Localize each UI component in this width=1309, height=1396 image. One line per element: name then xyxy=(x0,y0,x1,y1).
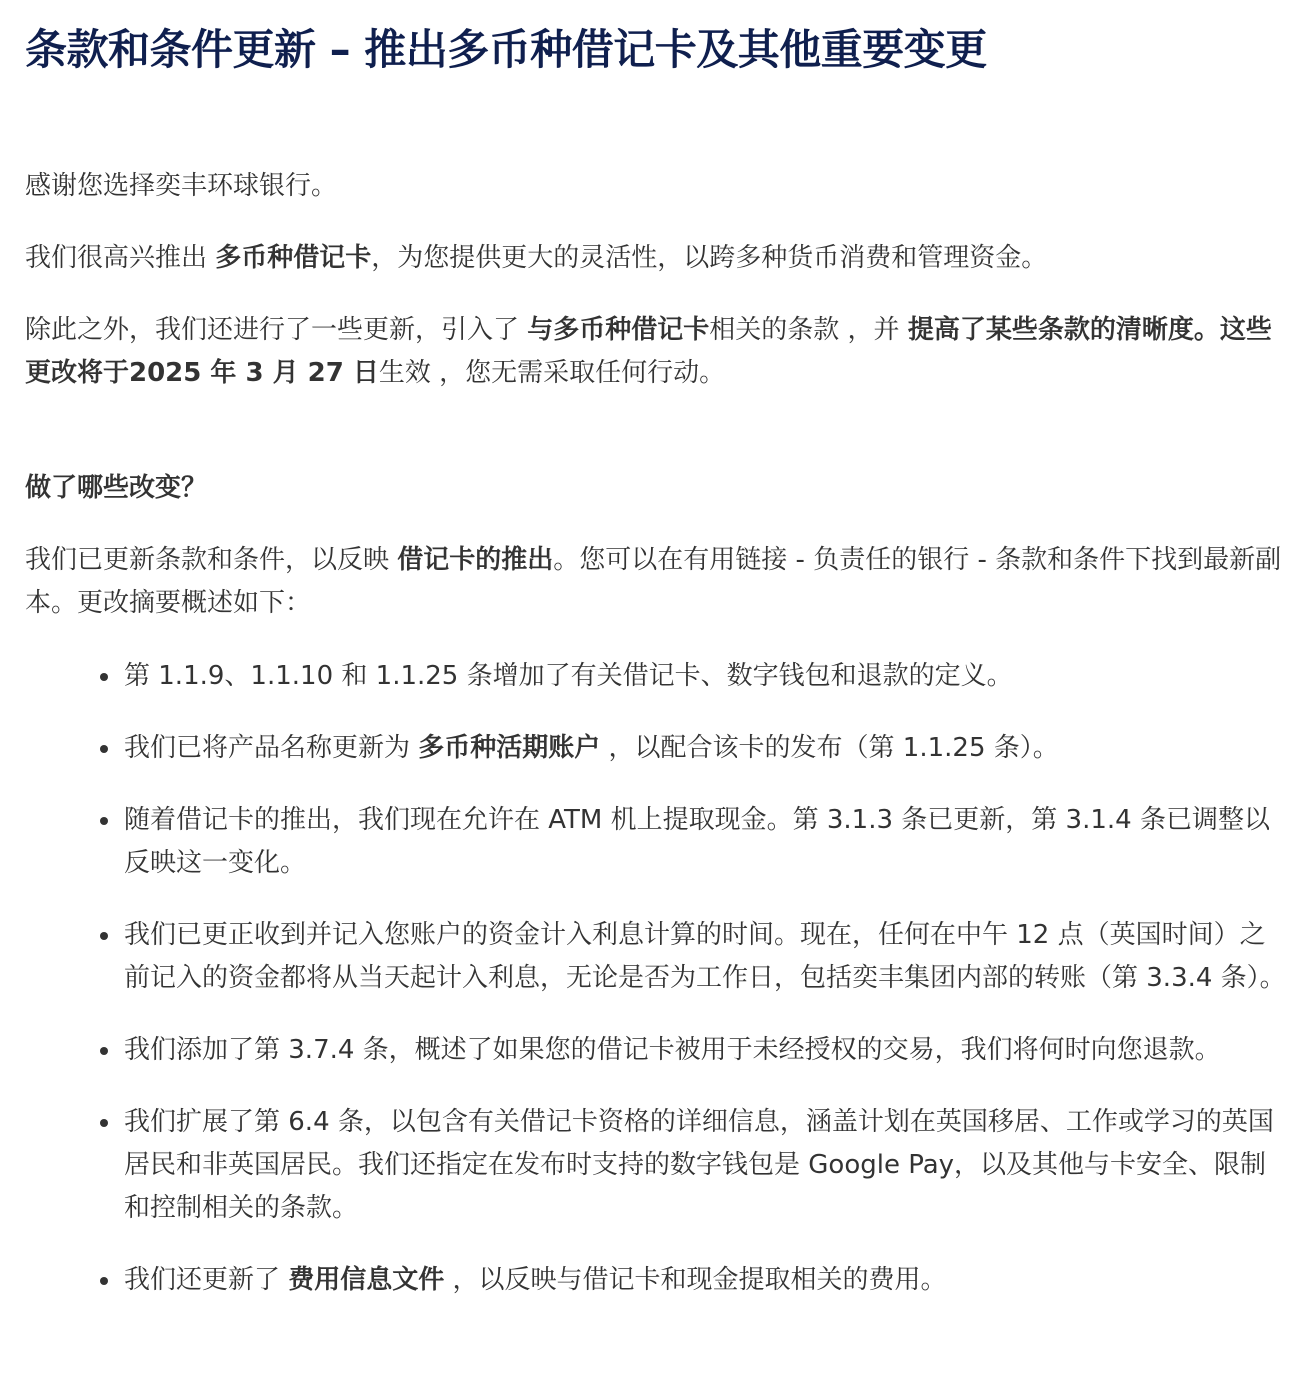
list-item-text: 第 1.1.9、1.1.10 和 1.1.25 条增加了有关借记卡、数字钱包和退款的定义。 xyxy=(124,661,1013,691)
bullet-icon xyxy=(100,1047,108,1055)
list-item xyxy=(124,727,1287,770)
list-item xyxy=(124,1029,1287,1072)
updates-bold-terms: 与多币种借记卡 xyxy=(527,315,710,345)
thanks-paragraph: 感谢您选择奕丰环球银行。 xyxy=(25,171,338,201)
list-item-text: 我们添加了第 3.7.4 条，概述了如果您的借记卡被用于未经授权的交易，我们将何时向您退款。 xyxy=(124,1035,1221,1065)
bullet-icon xyxy=(100,745,108,753)
updates-bold-effective-date: 提高了某些条款的清晰度。这些更改将于2025 年 3 月 27 日 xyxy=(25,315,1272,388)
fee-document-bold: 费用信息文件 xyxy=(288,1265,445,1295)
launch-product-bold: 多币种借记卡 xyxy=(215,243,372,273)
list-item xyxy=(124,1101,1287,1230)
changes-intro-paragraph xyxy=(25,539,1287,625)
list-item-text-suffix: ，以配合该卡的发布（第 1.1.25 条）。 xyxy=(600,733,1059,763)
updates-text-middle: 相关的条款 ，并 xyxy=(709,315,908,345)
bullet-icon xyxy=(100,817,108,825)
page-title: 条款和条件更新 – 推出多币种借记卡及其他重要变更 xyxy=(25,25,987,74)
list-item xyxy=(124,799,1287,885)
intro-section xyxy=(25,165,1287,395)
list-item-text-suffix: ，以反映与借记卡和现金提取相关的费用。 xyxy=(444,1265,947,1295)
list-item-text: 我们扩展了第 6.4 条，以包含有关借记卡资格的详细信息，涵盖计划在英国移居、工作或学习的英国居民和非英国居民。我们还指定在发布时支持的数字钱包是 Google Pay，以及其他与卡安全、限制和控制相关的条款。 xyxy=(124,1107,1274,1223)
updates-text-suffix: 生效 ，您无需采取任何行动。 xyxy=(378,358,726,388)
list-item-text: 随着借记卡的推出，我们现在允许在 ATM 机上提取现金。第 3.1.3 条已更新，第 3.1.4 条已调整以反映这一变化。 xyxy=(124,805,1270,878)
changes-intro-prefix: 我们已更新条款和条件，以反映 xyxy=(25,545,398,575)
bullet-icon xyxy=(100,1119,108,1127)
bullet-icon xyxy=(100,932,108,940)
list-item-text-prefix: 我们还更新了 xyxy=(124,1265,289,1295)
list-item-text-prefix: 我们已将产品名称更新为 xyxy=(124,733,419,763)
launch-paragraph xyxy=(25,237,1287,280)
bullet-icon xyxy=(100,1277,108,1285)
changes-heading: 做了哪些改变？ xyxy=(25,473,208,503)
updates-text-prefix: 除此之外，我们还进行了一些更新，引入了 xyxy=(25,315,528,345)
changes-list xyxy=(25,655,1287,1302)
bullet-icon xyxy=(100,673,108,681)
updates-paragraph xyxy=(25,309,1287,395)
list-item-text: 我们已更正收到并记入您账户的资金计入利息计算的时间。现在，任何在中午 12 点（英国时间）之前记入的资金都将从当天起计入利息，无论是否为工作日，包括奕丰集团内部的转账（第 3.3.4 条）。 xyxy=(124,920,1286,993)
list-item xyxy=(124,1259,1287,1302)
changes-intro-bold: 借记卡的推出 xyxy=(397,545,554,575)
list-item xyxy=(124,655,1287,698)
list-item-bold: 多币种活期账户 xyxy=(418,733,601,763)
changes-intro-suffix: 。您可以在有用链接 - 负责任的银行 - 条款和条件下找到最新副本。更改摘要概述如下： xyxy=(25,545,1282,618)
launch-text-prefix: 我们很高兴推出 xyxy=(25,243,216,273)
launch-text-suffix: ，为您提供更大的灵活性，以跨多种货币消费和管理资金。 xyxy=(371,243,1048,273)
list-item xyxy=(124,914,1287,1000)
